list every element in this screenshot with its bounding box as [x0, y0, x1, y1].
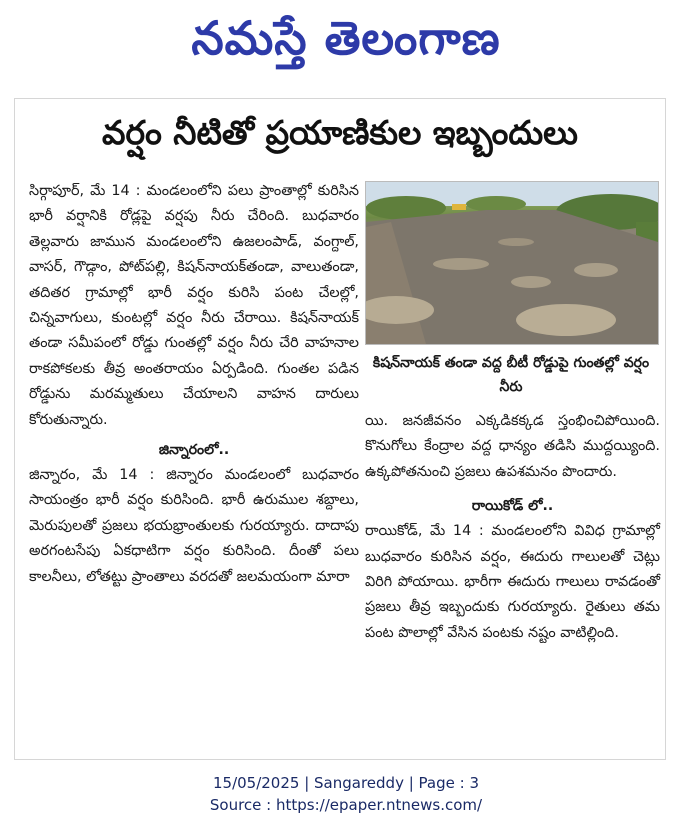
left-column	[29, 179, 359, 590]
photo-caption: కిషన్‌నాయక్ తండా వద్ద బీటీ రోడ్డుపై గుంతల్లో వర్షం నీరు	[372, 355, 650, 395]
lead-paragraph: సిర్గాపూర్, మే 14 : మండలంలోని పలు ప్రాంతాల్లో కురిసిన భారీ వర్షానికి రోడ్లపై వర్షపు నీరు చేరింది. బుధవారం తెల్లవారు జామున మండలంలోని ఉజలంపాడ్, వంగ్దాల్, వాసర్, గౌడ్గాం, పోట్‌పల్లి, కిషన్‌నాయక్‌తండా, వాలుతండా, తదితర గ్రామాల్లో భారీ వర్షం కురిసి పంట చేలల్లో, చిన్నవాగులు, కుంటల్లో వర్షం నీరు చేరాయి. కిషన్‌నాయక్ తండా సమీపంలో రోడ్డు గుంతల్లో వర్షం నీరు చేరి వాహనాల రాకపోకలకు తీవ్ర అంతరాయం ఏర్పడింది. గుంతల పడిన రోడ్డును మరమ్మతులు చేయాలని వాహన దారులు కోరుతున్నారు.	[29, 183, 359, 428]
continuation-paragraph: యి. జనజీవనం ఎక్కడికక్కడ స్తంభించిపోయింది. కొనుగోలు కేంద్రాల వద్ద ధాన్యం తడిసి ముద్దయ్యింది. ఉక్కపోతనుంచి ప్రజలు ఉపశమనం పొందారు.	[365, 413, 660, 480]
article-headline: వర్షం నీటితో ప్రయాణికుల ఇబ్బందులు	[102, 113, 578, 152]
footer	[0, 772, 692, 816]
article-clipping	[14, 98, 666, 760]
road-photo	[365, 181, 659, 345]
section-heading-raikode: రాయికోడ్ లో..	[471, 498, 554, 515]
newspaper-logo: నమస్తే తెలంగాణ	[191, 11, 501, 65]
jinnaram-paragraph: జిన్నారం, మే 14 : జిన్నారం మండలంలో బుధవారం సాయంత్రం భారీ వర్షం కురిసింది. భారీ ఉరుముల శబ్దాలు, మెరుపులతో ప్రజలు భయభ్రాంతులకు గురయ్యారు. దాదాపు అరగంటసేపు ఏకధాటిగా వర్షం కురిసింది. దీంతో పలు కాలనీలు, లోతట్టు ప్రాంతాలు వరదతో జలమయంగా మారా	[29, 467, 359, 585]
section-heading-jinnaram: జిన్నారంలో..	[158, 442, 230, 459]
raikode-paragraph: రాయికోడ్, మే 14 : మండలంలోని వివిధ గ్రామాల్లో బుధవారం కురిసిన వర్షం, ఈదురు గాలులతో చెట్లు విరిగి పోయాయి. భారీగా ఈదురు గాలులు రావడంతో ప్రజలు తీవ్ర ఇబ్బందుకు గురయ్యారు. రైతులు తమ పంట పొలాల్లో వేసిన పంటకు నష్టం వాటిల్లింది.	[365, 523, 660, 641]
footer-source: Source : https://epaper.ntnews.com/	[209, 796, 483, 814]
right-column	[365, 181, 660, 646]
road-photo-illustration	[366, 182, 658, 344]
masthead	[0, 0, 692, 80]
footer-date-edition: 15/05/2025 | Sangareddy | Page : 3	[212, 774, 479, 792]
